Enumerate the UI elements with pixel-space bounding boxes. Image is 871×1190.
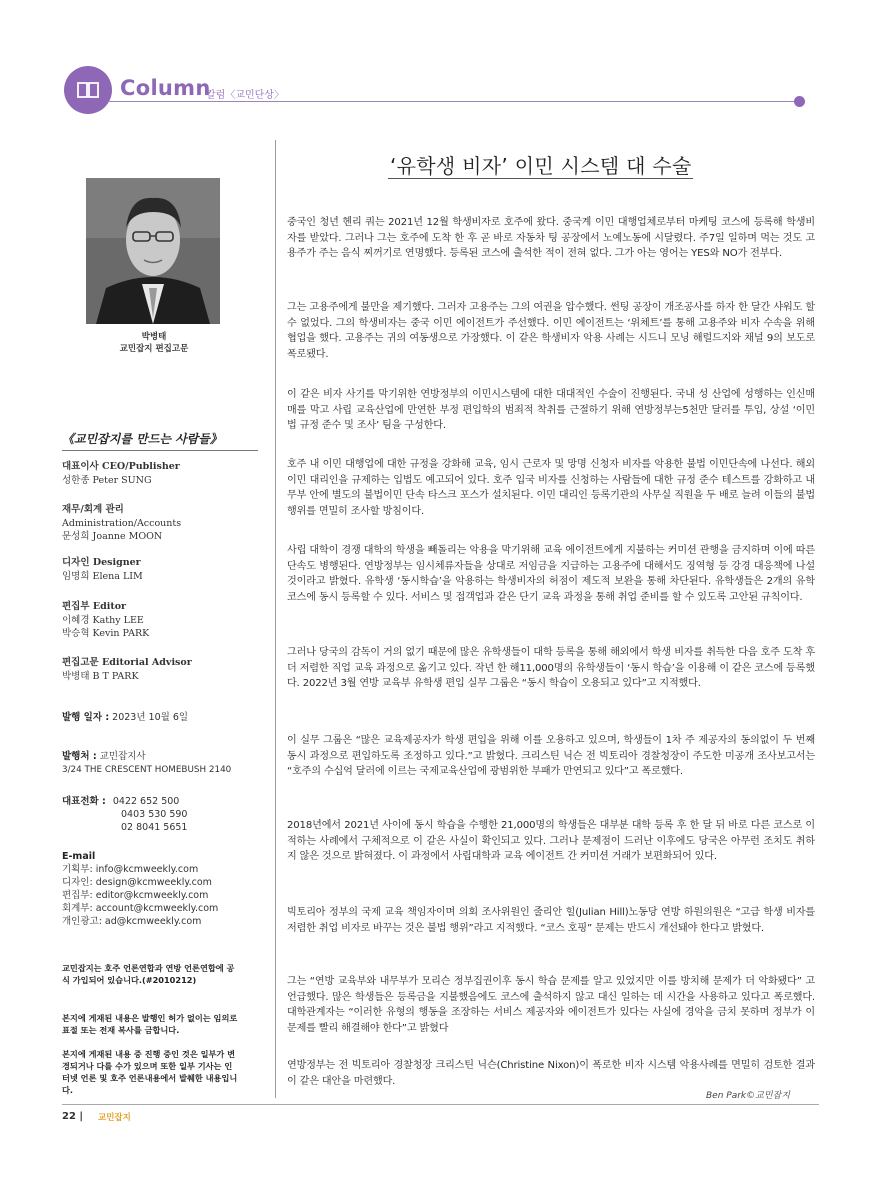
article-paragraph: 이 실무 그룹은 “많은 교육제공자가 학생 편입을 위해 이를 오용하고 있으며, 학생들이 1차 주 제공자의 동의없이 두 번째 동시 과정으로 편입하도록 조정하고 있다.”고 밝혔다. 크리스틴 닉슨 전 빅토리아 경찰청장이 주도한 미공개 조사보고서는 “호주의 수십억 달러에 이르는 국제교육산업에 광범위한 부패가 만연되고 있다”고 폭로했다. [287, 735, 815, 777]
credit-name: 박병태 B T PARK [62, 670, 139, 682]
column-divider [275, 140, 276, 1098]
credit-role: 재무/회계 관리 [62, 504, 124, 515]
credit-name: 문성희 Joanne MOON [62, 531, 163, 542]
email-item: 디자인: design@kcmweekly.com [62, 877, 212, 888]
credit-role: 편집부 Editor [62, 601, 127, 612]
article-paragraph: 이 같은 비자 사기를 막기위한 연방정부의 이민시스템에 대한 대대적인 수술이 진행된다. 국내 성 산업에 성행하는 인신매매를 막고 사립 교육산업에 만연한 부정 편입학의 범죄적 착취를 근절하기 위해 연방정부는5천만 달러를 투입, 상설 ‘이민법 규정 준수 및 조사’ 팀을 구성한다. [287, 389, 815, 431]
author-name: 박병태 [141, 332, 167, 342]
article-paragraph: 그는 “연방 교육부와 내무부가 모리슨 정부집권이후 동시 학습 문제를 알고 있었지만 이를 방치해 문제가 더 악화됐다” 고 언급했다. 많은 학생들은 등록금을 지불했음에도 코스에 출석하지 않고 대신 일하는 데 시간을 사용하고 있다고 폭로했다. 대학관계자는 “이러한 유형의 행동을 조장하는 서비스 제공자와 에이전트가 있다는 사실에 경악을 금치 못하며 정부가 이 문제를 빨리 해결해야 한다”고 밝혔다 [287, 976, 815, 1034]
publisher-address: 3/24 THE CRESCENT HOMEBUSH 2140 [62, 765, 232, 775]
credit-ceo [62, 460, 180, 487]
notice-disclaimer: 본지에 게재된 내용 중 진행 중인 것은 일부가 변경되거나 다를 수가 있으며 또한 일부 기사는 인터넷 언론 및 호주 언론내용에서 발췌한 내용입니다. [62, 1049, 238, 1095]
people-rule [62, 450, 258, 451]
article-paragraph: 빅토리아 정부의 국제 교육 책임자이며 의회 조사위원인 줄리안 힐(Julian Hill)노동당 연방 하원의원은 “고급 학생 비자를 저렴한 취업 비자로 바꾸는 것은 불법 행위”라고 지적했다. “코스 호핑” 문제는 반드시 개선돼야 한다고 밝혔다. [287, 907, 815, 934]
email-item: 편집부: editor@kcmweekly.com [62, 890, 209, 901]
article-title: ‘유학생 비자’ 이민 시스템 대 수술 [390, 154, 692, 178]
credit-name: 이혜경 Kathy LEE [62, 614, 144, 626]
column-title: Column [120, 76, 211, 100]
credit-accounts [62, 503, 181, 544]
article-paragraph: 그러나 당국의 감독이 거의 없기 때문에 많은 유학생들이 대학 등록을 통해 해외에서 학생 비자를 취득한 다음 호주 도착 후 더 저렴한 직업 교육 과정으로 옮기고 있다. 작년 한 해11,000명의 유학생들이 ‘동시 학습’을 이용해 이 같은 코스에 등록했다. 2022년 3월 연방 교육부 유학생 편입 실무 그룹은 “동시 학습이 오용되고 있다”고 지적했다. [287, 647, 815, 689]
email-item: 기획부: info@kcmweekly.com [62, 864, 199, 875]
people-heading: 《교민잡지를 만드는 사람들》 [62, 432, 222, 446]
footer-logo: 교민잡지 [98, 1113, 131, 1123]
author-photo [86, 178, 220, 324]
publish-date-label: 발행 일자 : [62, 712, 110, 723]
credit-advisor [62, 656, 192, 683]
email-label: E-mail [62, 851, 96, 862]
notice-copyright: 본지에 게재된 내용은 발행인 허가 없이는 임의로 표절 또는 전재 복사를 금합니다. [62, 1013, 238, 1035]
credit-name: 임명희 Elena LIM [62, 570, 143, 582]
publisher [62, 750, 231, 777]
page-number: 22 | [62, 1111, 84, 1122]
credit-editor [62, 600, 149, 641]
credit-designer [62, 556, 143, 583]
phone-1: 0422 652 500 [112, 796, 180, 807]
column-header [64, 66, 808, 114]
credit-role: 대표이사 CEO/Publisher [62, 461, 180, 472]
email-item: 회계부: account@kcmweekly.com [62, 903, 219, 914]
credit-name: 박승혁 Kevin PARK [62, 628, 150, 639]
column-badge [64, 66, 112, 114]
article-paragraph: 호주 내 이민 대행업에 대한 규정을 강화해 교육, 임시 근로자 및 망명 신청자 비자를 악용한 불법 이민단속에 나선다. 해외 이민 대리인을 규제하는 입법도 예고되어 있다. 호주 입국 비자를 신청하는 사람들에 대한 규정 준수 테스트를 강화하고 내무부 안에 별도의 불법이민 단속 타스크 포스가 설치된다. 이민 대리인 등록기관의 사무실 직원을 두 배로 늘려 이들의 불법행위를 면밀히 조사할 방침이다. [287, 459, 815, 517]
header-rule [108, 101, 798, 102]
phone-block [62, 795, 179, 808]
phone-label: 대표전화 : [62, 796, 106, 807]
credit-role: 편집고문 Editorial Advisor [62, 657, 192, 668]
article-signature: Ben Park©교민잡지 [706, 1091, 790, 1101]
book-icon [76, 80, 100, 100]
credit-role-en: Administration/Accounts [62, 517, 182, 529]
author-title: 교민잡지 편집고문 [119, 344, 189, 354]
footer-rule [62, 1104, 819, 1105]
article-paragraph: 연방정부는 전 빅토리아 경찰청장 크리스틴 닉슨(Christine Nixon)이 폭로한 비자 시스템 악용사례를 면밀히 검토한 결과 이 같은 대안을 마련했다. [287, 1060, 815, 1087]
phone-3: 02 8041 5651 [121, 822, 188, 833]
credit-role: 디자인 Designer [62, 557, 141, 568]
article-paragraph: 2018년에서 2021년 사이에 동시 학습을 수행한 21,000명의 학생들은 대부분 대학 등록 후 한 달 뒤 바로 다른 코스로 이적하는 사례에서 구체적으로 이 같은 사실이 확인되고 있다. 그러나 문제점이 드러난 이후에도 당국은 아무런 조치도 취하지 않은 것으로 밝혀졌다. 이 과정에서 사립대학과 교육 에이전트 간 커미션 거래가 보편화되어 있다. [287, 820, 815, 862]
header-rule-dot [794, 96, 805, 107]
article-paragraph: 중국인 청년 헨리 쿼는 2021년 12월 학생비자로 호주에 왔다. 중국계 이민 대행업체로부터 마케팅 코스에 등록해 학생비자를 받았다. 그러나 그는 호주에 도착 한 후 곧 바로 자동차 팅 공장에서 노예노동에 시달렸다. 주7일 일하며 먹는 것도 고용주가 주는 음식 찌꺼기로 연명했다. 등록된 코스에 출석한 적이 전혀 없다. 그가 아는 영어는 YES와 NO가 전부다. [287, 217, 815, 259]
email-item: 개인광고: ad@kcmweekly.com [62, 916, 202, 927]
title-underline [388, 178, 693, 179]
article-paragraph: 사립 대학이 경쟁 대학의 학생을 빼돌리는 악용을 막기위해 교육 에이전트에게 지불하는 커미션 관행을 금지하며 이에 따른 단속도 병행된다. 연방정부는 임시체류자들을 상대로 저임금을 지급하는 고용주에 대해서도 징역형 등 강경 대응책에 나설 것이라고 밝혔다. 유학생 ‘동시학습’을 악용하는 학생비자의 허점이 제도적 보완을 통해 차단된다. 유학생들은 2개의 유학 코스에 동시 등록할 수 있다. 서비스 및 접객업과 같은 단기 교육 과정을 통해 취업 준비를 할 수 있도록 고안된 규칙이다. [287, 545, 815, 603]
publish-date [62, 711, 188, 724]
publisher-label: 발행처 : [62, 751, 97, 762]
publisher-value: 교민잡지사 [99, 751, 146, 762]
article-paragraph: 그는 고용주에게 불만을 제기했다. 그러자 고용주는 그의 여권을 압수했다. 썬팅 공장이 개조공사를 하자 한 달간 샤워도 할 수 없었다. 그의 학생비자는 중국 이민 에이전트가 주선했다. 이민 에이전트는 ‘위체트’를 통해 고용주와 비자 수속을 위해 협업을 했다. 고용주는 귀의 여동생으로 가장했다. 이 같은 학생비자 악용 사례는 시드니 모닝 해럴드지와 채널 9의 보도로 폭로됐다. [287, 302, 815, 360]
notice-association: 교민잡지는 호주 언론연합과 연방 언론연합에 공식 가입되어 있습니다.(#2010212) [62, 963, 235, 985]
credit-name: 성한종 Peter SUNG [62, 474, 152, 486]
phone-2: 0403 530 590 [121, 809, 188, 820]
publish-date-value: 2023년 10월 6일 [112, 712, 189, 723]
email-block [62, 850, 218, 928]
column-subtitle: 칼럼〈교민단상〉 [206, 90, 284, 101]
